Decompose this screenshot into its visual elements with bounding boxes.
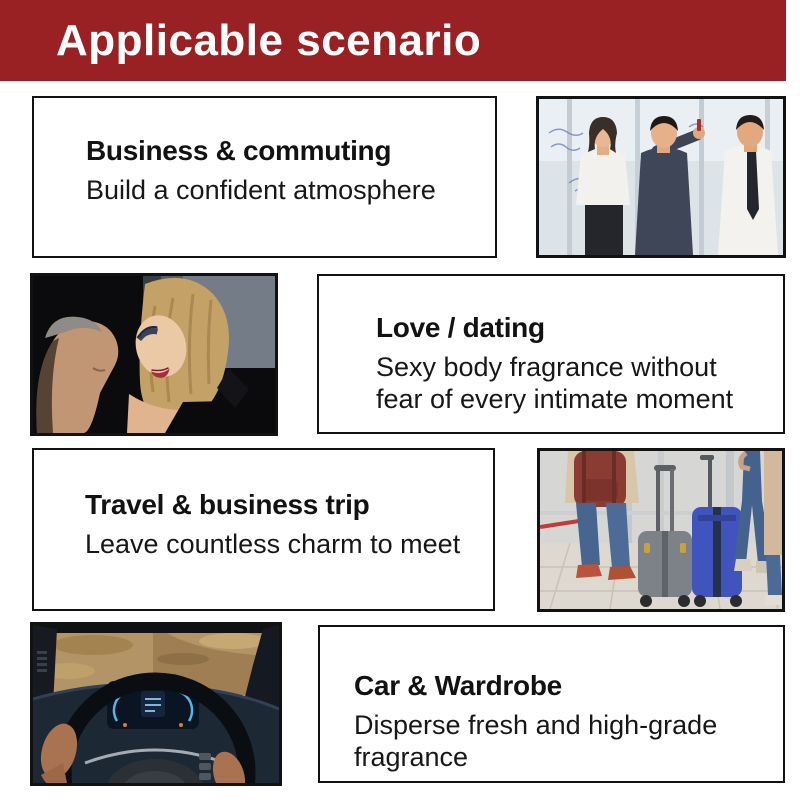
airport-travelers-illustration (540, 451, 782, 609)
love-description: Sexy body fragrance without fear of every intimate moment (376, 352, 734, 414)
couple-illustration (33, 276, 275, 433)
love-text-box (317, 274, 785, 434)
travel-text-box (32, 448, 495, 611)
business-heading: Business & commuting (86, 135, 392, 166)
car-interior-illustration (33, 625, 279, 783)
business-description: Build a confident atmosphere (86, 175, 436, 205)
travel-photo (537, 448, 785, 612)
car-description: Disperse fresh and high-grade fragrance (354, 710, 718, 772)
business-photo (536, 96, 786, 258)
car-text-box (318, 625, 785, 783)
business-text-box (32, 96, 497, 258)
travel-heading: Travel & business trip (85, 489, 370, 520)
car-heading: Car & Wardrobe (354, 670, 562, 701)
love-heading: Love / dating (376, 312, 545, 343)
wheel-buttons (199, 753, 211, 780)
car-photo (30, 622, 282, 786)
windshield-header (33, 625, 279, 633)
couple-photo (30, 273, 278, 436)
business-team-illustration (539, 99, 783, 255)
travel-description: Leave countless charm to meet (85, 529, 461, 559)
header-banner (0, 0, 786, 81)
page-title: Applicable scenario (56, 15, 482, 65)
